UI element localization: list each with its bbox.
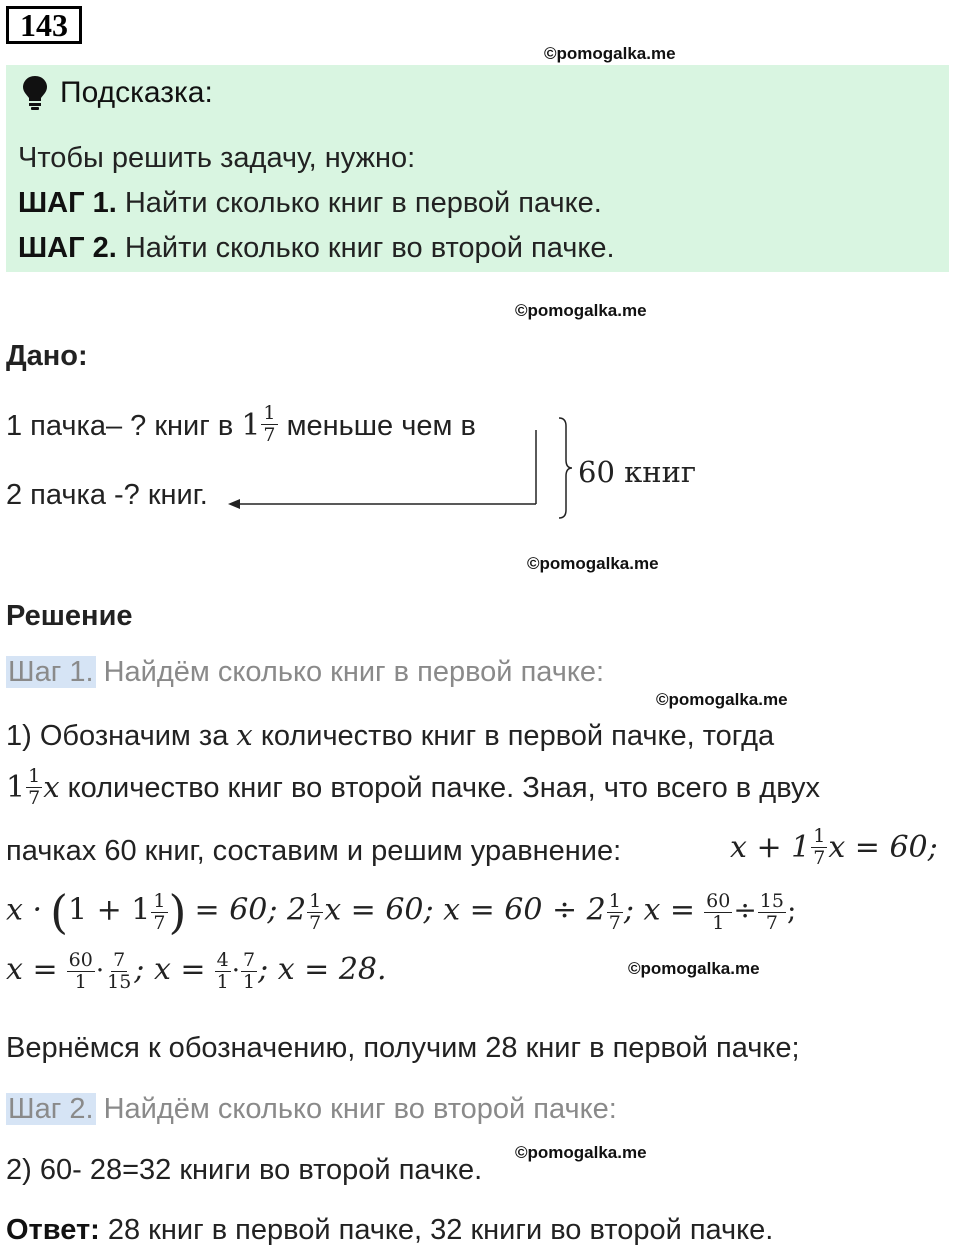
fraction: $\frac{1}{7}$ (813, 825, 826, 869)
given-total: 60 книг (578, 455, 697, 489)
given-diagram (0, 0, 960, 560)
task-number: 143 (6, 6, 82, 44)
given-line-1-text: 1 пачка– ? книг в (6, 410, 242, 442)
hint-step-2-label: ШАГ 2. (18, 232, 117, 264)
fraction: $\frac{7}{1}$ (242, 949, 256, 993)
watermark: ©pomogalka.me (515, 1143, 647, 1162)
step-2-heading (6, 1093, 617, 1126)
solution-title: Решение (6, 600, 133, 632)
answer-label: Ответ: (6, 1214, 100, 1246)
given-fraction: $\frac{1}{7}$ (263, 401, 276, 446)
paren-close: ) (168, 885, 187, 939)
step-2-label: Шаг 2. (8, 1093, 94, 1125)
step-2-calc: 2) 60- 28=32 книги во второй пачке. (6, 1154, 483, 1186)
fraction: $\frac{1}{7}$ (28, 765, 41, 809)
step-2-text: Найдём сколько книг во второй пачке: (103, 1093, 617, 1125)
var-x: x (236, 718, 253, 752)
equation-3: x = $\frac{60}{1}$ · $\frac{7}{15}$ ; x = $\frac{4}{1}$ · $\frac{7}{1}$ ; x = 28. (6, 949, 387, 993)
brace-icon (559, 418, 572, 518)
fraction: $\frac{60}{1}$ (68, 949, 93, 993)
solution-paragraph-1: 1) Обозначим за x количество книг в первой пачке, тогда (6, 718, 775, 752)
watermark: ©pomogalka.me (656, 690, 788, 709)
hint-step-2-text: Найти сколько книг во второй пачке. (124, 232, 615, 264)
fraction: $\frac{60}{1}$ (706, 889, 731, 934)
step-1-label: Шаг 1. (8, 656, 94, 688)
fraction: $\frac{4}{1}$ (216, 949, 229, 993)
step-1-text: Найдём сколько книг в первой пачке: (103, 656, 605, 688)
hint-step-1-label: ШАГ 1. (18, 187, 117, 219)
watermark: ©pomogalka.me (544, 44, 676, 63)
fraction: $\frac{1}{7}$ (309, 889, 322, 934)
paren-open: ( (50, 885, 69, 939)
given-line-2: 2 пачка -? книг. (6, 479, 208, 511)
answer (6, 1214, 773, 1247)
hint-title: Подсказка: (60, 76, 213, 109)
equation-1: x + 1 $\frac{1}{7}$ x = 60; (730, 825, 938, 869)
given-mixed-whole: 1 (241, 408, 261, 443)
step-1-heading (6, 656, 604, 689)
answer-text: 28 книг в первой пачке, 32 книги во второй пачке. (99, 1214, 774, 1246)
watermark: ©pomogalka.me (515, 301, 647, 320)
solution-paragraph-3: пачках 60 книг, составим и решим уравнение: (6, 835, 622, 867)
return-text: Вернёмся к обозначению, получим 28 книг в первой пачке; (6, 1032, 800, 1064)
hint-step-1-text: Найти сколько книг в первой пачке. (124, 187, 602, 219)
watermark: ©pomogalka.me (527, 554, 659, 573)
hint-intro: Чтобы решить задачу, нужно: (18, 142, 416, 174)
fraction: $\frac{15}{7}$ (759, 889, 784, 934)
arrow-head-icon (228, 499, 240, 509)
solution-paragraph-2: 1 $\frac{1}{7}$ x количество книг во второй пачке. Зная, что всего в двух (6, 765, 820, 809)
fraction: $\frac{1}{7}$ (608, 889, 621, 934)
given-line-1-tail: меньше чем в (278, 410, 476, 442)
equation-2: x · (1 + 1 $\frac{1}{7}$ ) = 60; 2 $\frac{1}{7}$ x = 60; x = 60 ÷ 2 $\frac{1}{7}$ ; x = $\frac{60}{1}$ ÷ $\frac{15}{7}$ ; (6, 885, 797, 939)
fraction: $\frac{1}{7}$ (153, 889, 166, 934)
fraction: $\frac{7}{15}$ (107, 949, 132, 993)
watermark: ©pomogalka.me (628, 959, 760, 978)
given-title: Дано: (6, 340, 88, 372)
